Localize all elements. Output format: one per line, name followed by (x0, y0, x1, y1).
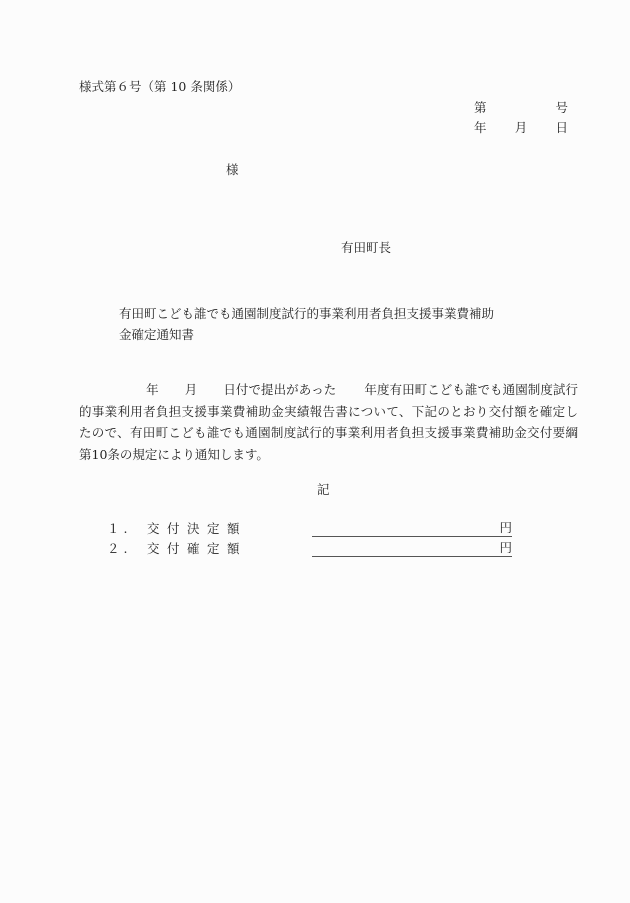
amount-field (312, 520, 512, 537)
body-main-text: 年度有田町こども誰でも通園制度試行的事業利用者負担支援事業費補助金実績報告書について、下記のとおり交付額を確定したので、有田町こども誰でも通園制度試行的事業利用者負担支援事業費補助金交付要綱第10条の規定により通知します。 (79, 382, 578, 462)
amount-item-decided (107, 519, 512, 537)
item-label: 交付確定額 (147, 541, 248, 556)
title-line-1: 有田町こども誰でも通園制度試行的事業利用者負担支援事業費補助 (119, 306, 495, 321)
title-line-2: 金確定通知書 (119, 327, 195, 342)
item-number: １. (107, 521, 132, 536)
doc-number-suffix: 号 (555, 100, 568, 115)
document-number (474, 102, 568, 115)
date-day: 日 (555, 120, 568, 135)
item-number: ２. (107, 541, 132, 556)
amount-item-confirmed (107, 539, 512, 557)
yen-unit: 円 (499, 520, 512, 535)
yen-unit: 円 (499, 540, 512, 555)
doc-number-prefix: 第 (474, 100, 487, 115)
document-title (119, 303, 539, 345)
date-month: 月 (514, 120, 528, 135)
body-paragraph (79, 379, 578, 465)
issue-date (474, 122, 568, 135)
form-number: 様式第６号（第 10 条関係） (79, 79, 241, 94)
ki-heading: 記 (317, 482, 330, 497)
amount-field (312, 540, 512, 557)
item-label: 交付決定額 (147, 521, 248, 536)
body-month: 月 (184, 382, 198, 397)
sender: 有田町長 (341, 240, 392, 255)
recipient-honorific: 様 (226, 162, 239, 177)
date-year: 年 (474, 120, 487, 135)
body-day-suffix: 日付で提出があった (223, 382, 337, 397)
body-year: 年 (146, 382, 159, 397)
